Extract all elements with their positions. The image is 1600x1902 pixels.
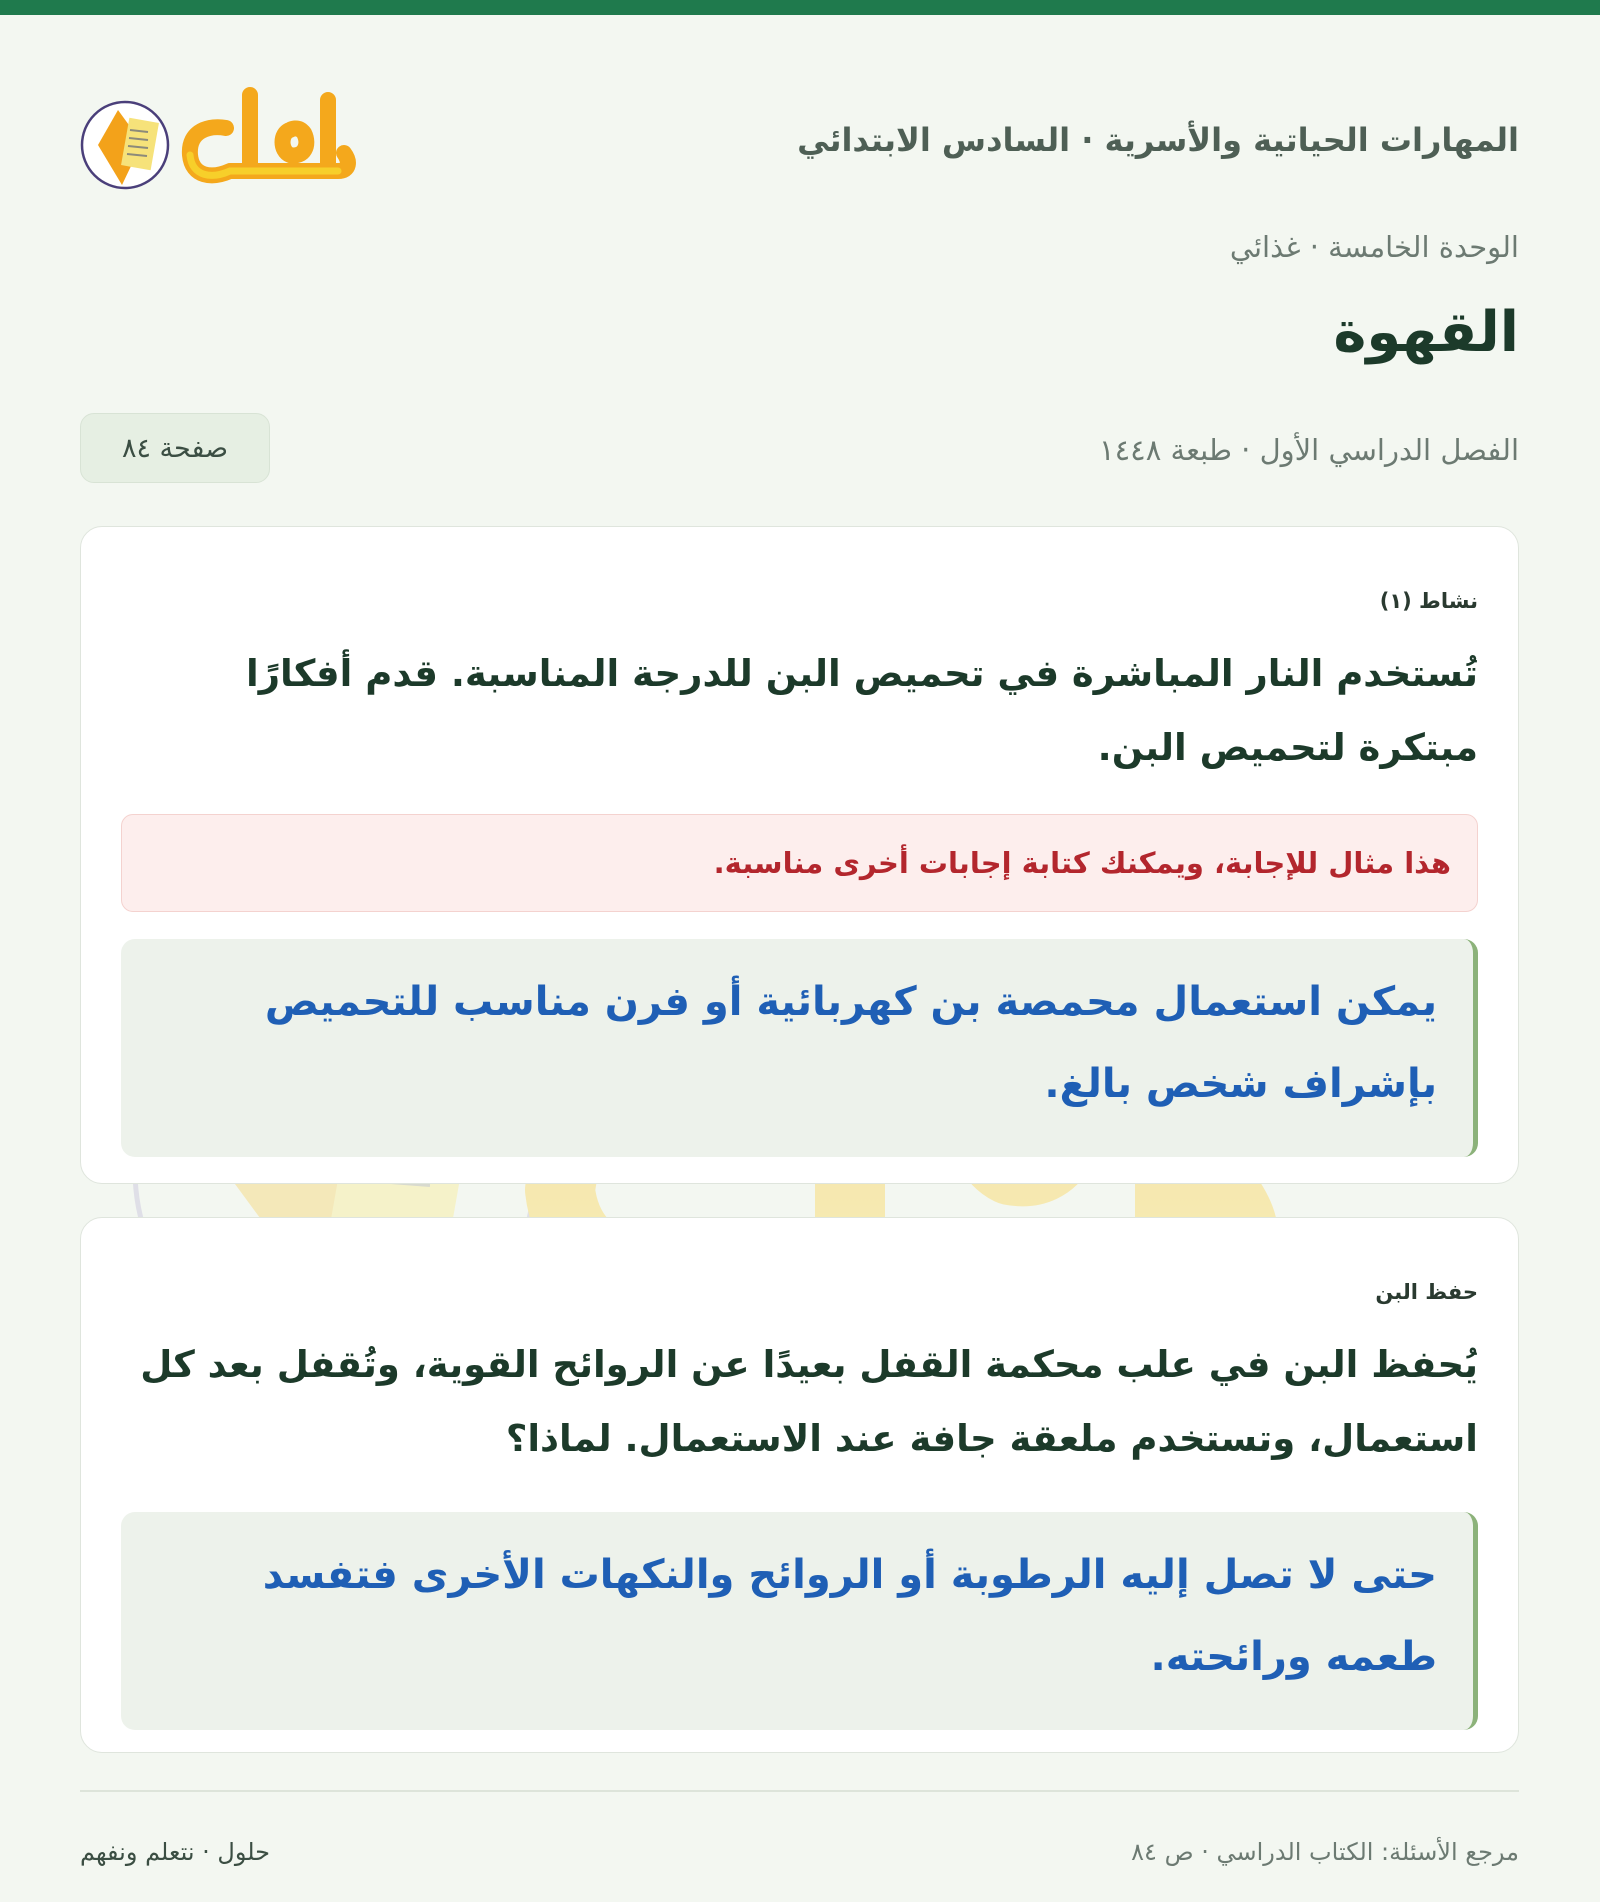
activity-label: نشاط (١) [1379,589,1478,613]
storage-question: يُحفظ البن في علب محكمة القفل بعيدًا عن الروائح القوية، وتُقفل بعد كل استعمال، وتستخدم ملعقة جافة عند الاستعمال. لماذا؟ [140,1343,1478,1460]
footer-divider [80,1790,1519,1792]
lesson-title: القهوة [1333,300,1519,365]
coffee-storage-card [80,1217,1519,1753]
term-edition: الفصل الدراسي الأول · طبعة ١٤٤٨ [1099,433,1519,467]
top-accent-bar [0,0,1600,15]
footer-reference: مرجع الأسئلة: الكتاب الدراسي · ص ٨٤ [1131,1838,1519,1866]
activity-answer: يمكن استعمال محمصة بن كهربائية أو فرن مناسب للتحميص بإشراف شخص بالغ. [121,939,1478,1157]
activity-question: تُستخدم النار المباشرة في تحميص البن للدرجة المناسبة. قدم أفكارًا مبتكرة لتحميص البن. [246,652,1478,769]
storage-label: حفظ البن [1375,1280,1478,1304]
subject-grade: المهارات الحياتية والأسرية · السادس الابتدائي [797,121,1519,159]
unit-label: الوحدة الخامسة · غذائي [1229,230,1519,264]
footer-brand[interactable]: حلول · نتعلم ونفهم [80,1838,270,1866]
hulul-logo[interactable] [80,85,360,195]
page-badge: صفحة ٨٤ [80,413,270,483]
page-header [80,85,1519,205]
sample-answer-notice: هذا مثال للإجابة، ويمكنك كتابة إجابات أخرى مناسبة. [121,814,1478,912]
storage-answer: حتى لا تصل إليه الرطوبة أو الروائح والنكهات الأخرى فتفسد طعمه ورائحته. [121,1512,1478,1730]
activity-card [80,526,1519,1184]
